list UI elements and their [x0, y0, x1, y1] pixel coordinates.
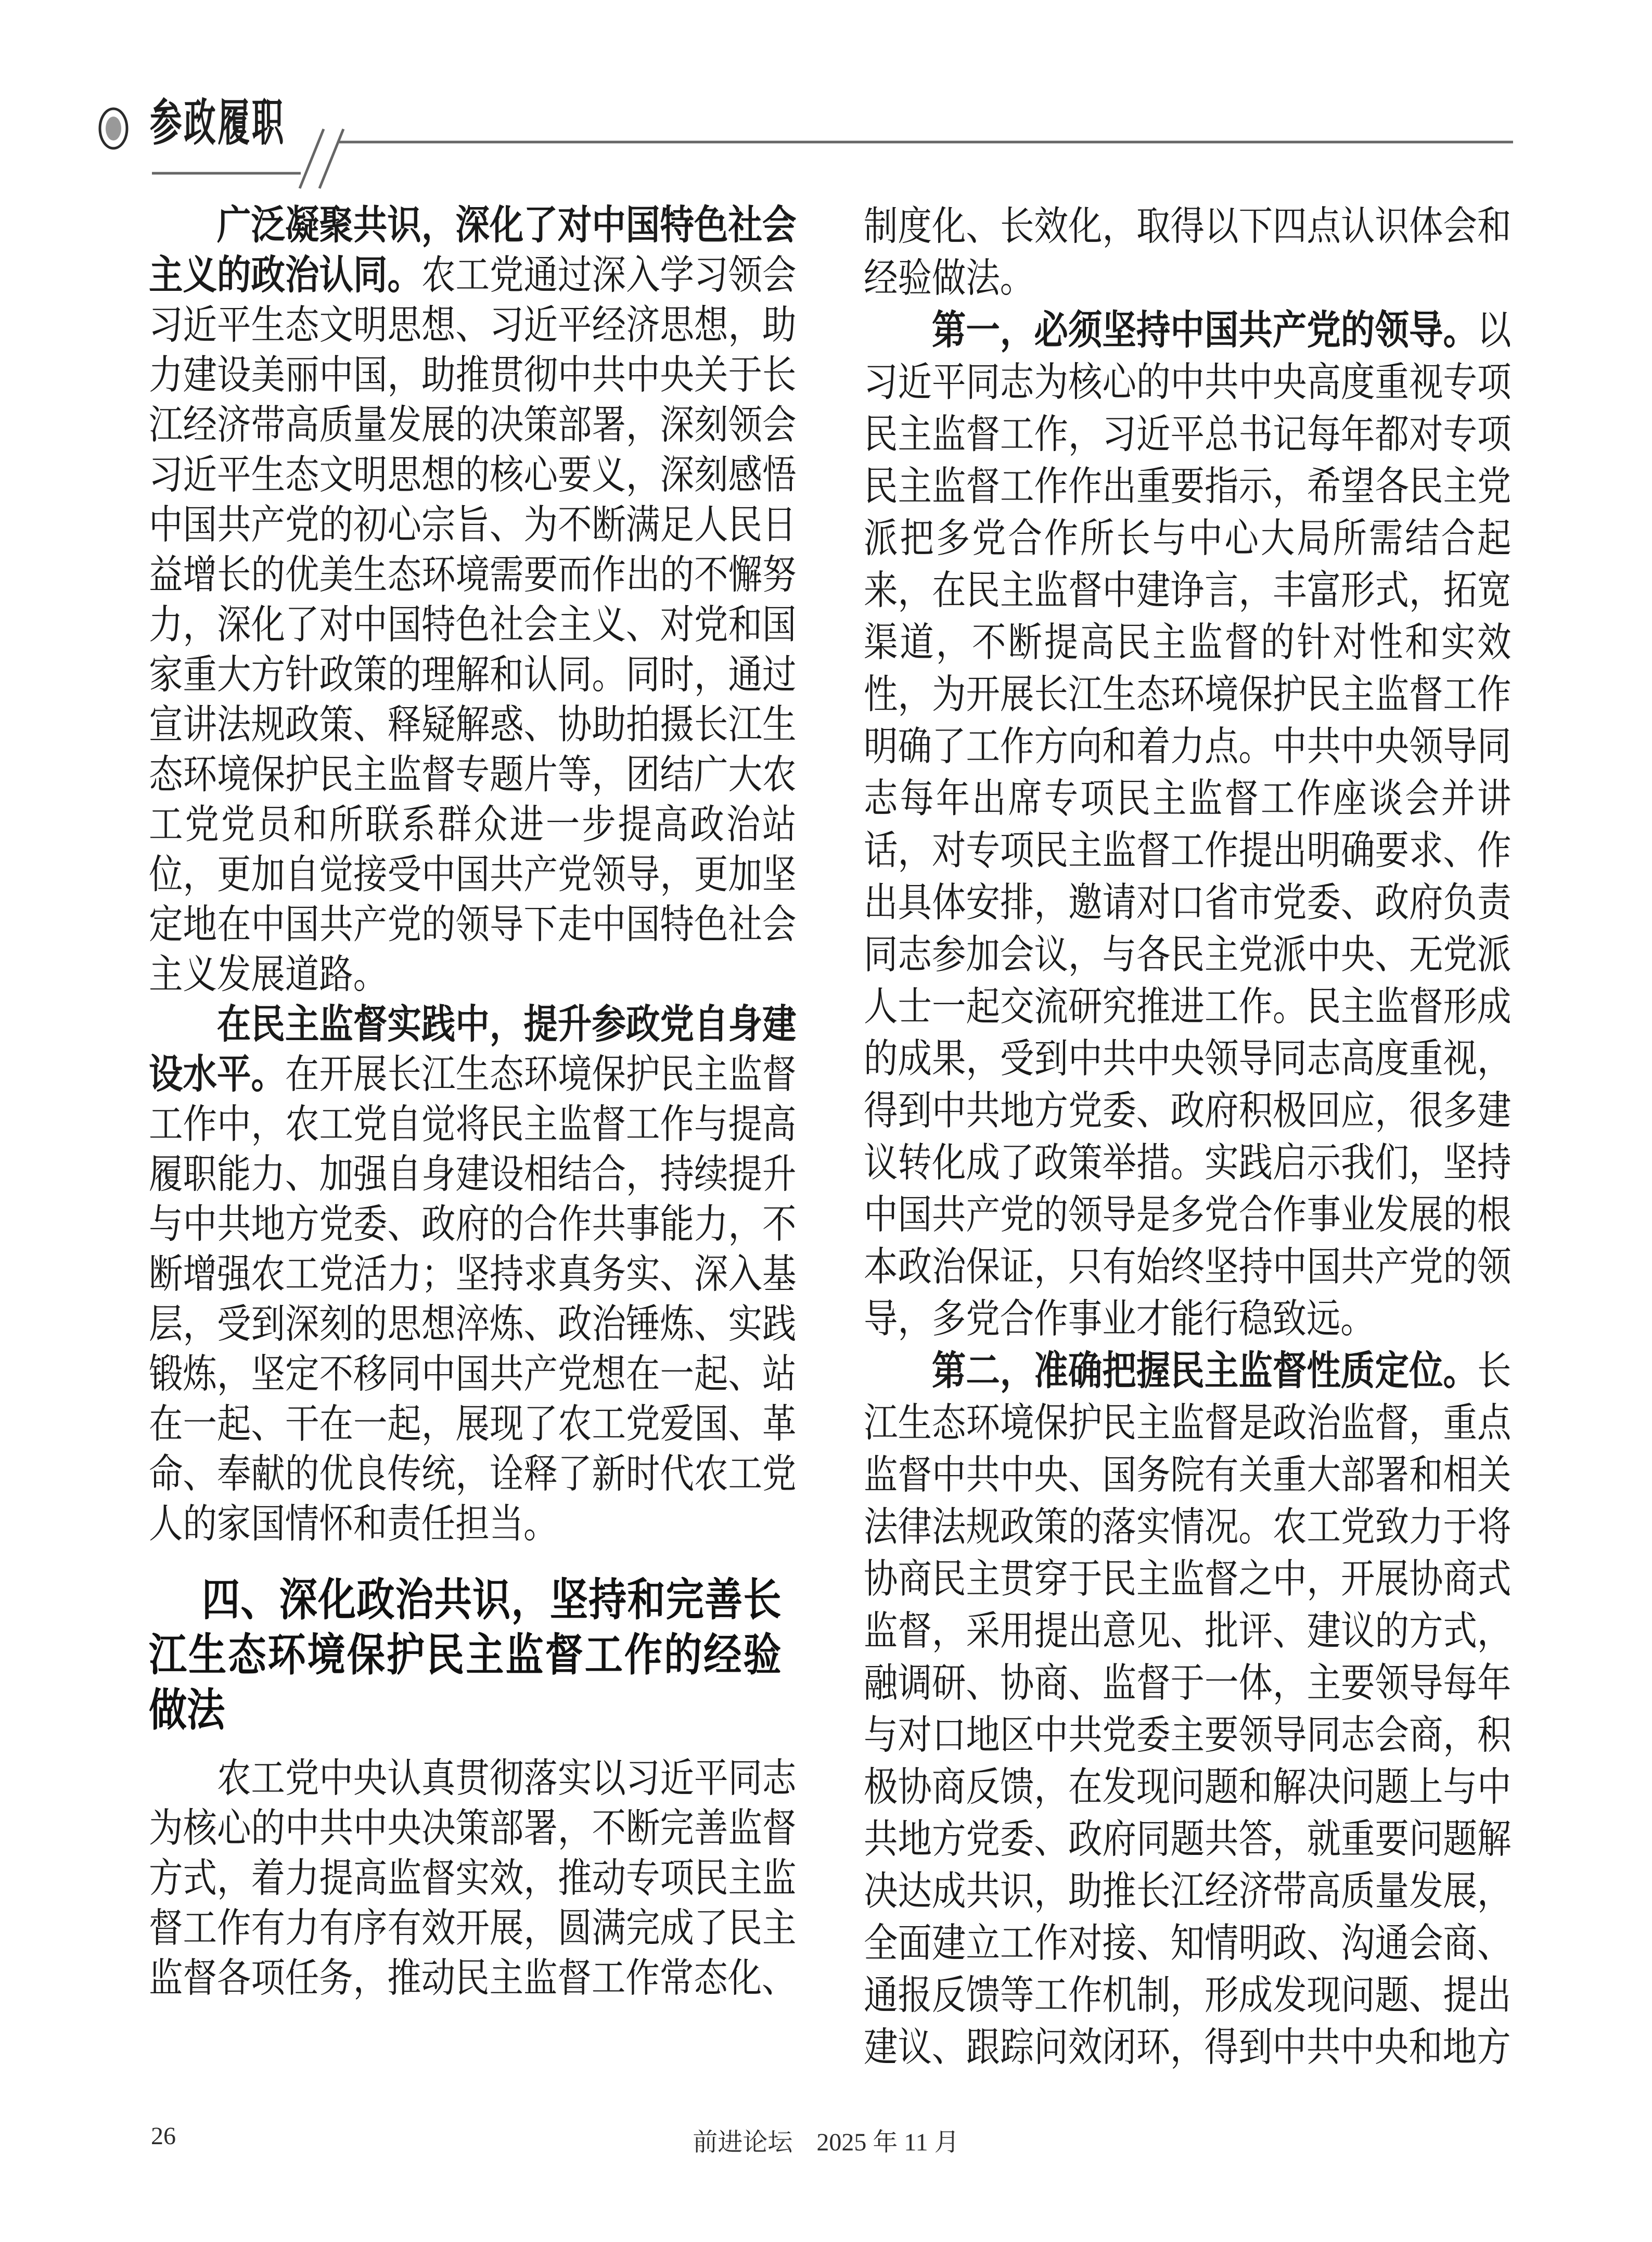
section-heading: 四、深化政治共识，坚持和完善长江生态环境保护民主监督工作的经验做法	[149, 1575, 782, 1735]
paragraph-lead: 第一，必须坚持中国共产党的领导。	[931, 308, 1477, 353]
paragraph-lead: 在民主监督实践中，提升参政党自身建设水平。	[149, 1002, 797, 1097]
paragraph-text: 长江生态环境保护民主监督是政治监督，重点监督中共中央、国务院有关重大部署和相关法律法规政策的落实情况。农工党致力于将协商民主贯穿于民主监督之中，开展协商式监督，采用提出意见、批评、建议的方式，融调研、协商、监督于一体，主要领导每年与对口地区中共党委主要领导同志会商，积极协商反馈，在发现问题和解决问题上与中共地方党委、政府同题共答，就重要问题解决达成共识，助推长江经济带高质量发展，全面建立工作对接、知情明政、沟通会商、通报反馈等工作机制，形成发现问题、提出建议、跟踪问效闭环，得到中共中央和地方	[864, 1349, 1512, 2070]
footer-journal-line	[0, 2122, 1652, 2158]
paragraph-continuation	[864, 200, 1511, 304]
paragraph-text: 制度化、长效化，取得以下四点认识体会和经验做法。	[864, 204, 1512, 301]
left-column	[149, 200, 796, 2003]
left-column-text	[149, 200, 796, 2003]
page-footer	[0, 2122, 1652, 2158]
paragraph	[149, 1753, 796, 2003]
paragraph-text: 农工党通过深入学习领会习近平生态文明思想、习近平经济思想，助力建设美丽中国，助推贯彻中共中央关于长江经济带高质量发展的决策部署，深刻领会习近平生态文明思想的核心要义，深刻感悟中国共产党的初心宗旨、为不断满足人民日益增长的优美生态环境需要而作出的不懈努力，深化了对中国特色社会主义、对党和国家重大方针政策的理解和认同。同时，通过宣讲法规政策、释疑解惑、协助拍摄长江生态环境保护民主监督专题片等，团结广大农工党党员和所联系群众进一步提高政治站位，更加自觉接受中国共产党领导，更加坚定地在中国共产党的领导下走中国特色社会主义发展道路。	[149, 253, 797, 997]
paragraph	[864, 1345, 1511, 2073]
section-label: 参政履职	[150, 95, 286, 151]
right-column	[864, 200, 1511, 2073]
right-column-text	[864, 200, 1511, 2073]
header-rule	[152, 129, 1513, 188]
paragraph	[864, 304, 1511, 1345]
paragraph	[149, 1000, 796, 1549]
paragraph-lead: 广泛凝聚共识，深化了对中国特色社会主义的政治认同。	[149, 203, 797, 298]
page-number: 26	[151, 2122, 176, 2150]
paragraph	[149, 200, 796, 1000]
paragraph-text: 以习近平同志为核心的中共中央高度重视专项民主监督工作，习近平总书记每年都对专项民主监督工作作出重要指示，希望各民主党派把多党合作所长与中心大局所需结合起来，在民主监督中建诤言，丰富形式，拓宽渠道，不断提高民主监督的针对性和实效性，为开展长江生态环境保护民主监督工作明确了工作方向和着力点。中共中央领导同志每年出席专项民主监督工作座谈会并讲话，对专项民主监督工作提出明确要求、作出具体安排，邀请对口省市党委、政府负责同志参加会议，与各民主党派中央、无党派人士一起交流研究推进工作。民主监督形成的成果，受到中共中央领导同志高度重视，得到中共地方党委、政府积极回应，很多建议转化成了政策举措。实践启示我们，坚持中国共产党的领导是多党合作事业发展的根本政治保证，只有始终坚持中国共产党的领导，多党合作事业才能行稳致远。	[864, 308, 1512, 1341]
section-bullet-icon	[100, 109, 127, 148]
paragraph-text: 农工党中央认真贯彻落实以习近平同志为核心的中共中央决策部署，不断完善监督方式，着力提高监督实效，推动专项民主监督工作有力有序有效开展，圆满完成了民主监督各项任务，推动民主监督工作常态化、	[149, 1756, 797, 2001]
issue-date: 2025 年 11 月	[816, 2129, 959, 2156]
paragraph-lead: 第二，准确把握民主监督性质定位。	[931, 1349, 1477, 1393]
journal-name: 前进论坛	[693, 2129, 793, 2156]
paragraph-text: 在开展长江生态环境保护民主监督工作中，农工党自觉将民主监督工作与提高履职能力、加强自身建设相结合，持续提升与中共地方党委、政府的合作共事能力，不断增强农工党活力；坚持求真务实、深入基层，受到深刻的思想淬炼、政治锤炼、实践锻炼，坚定不移同中国共产党想在一起、站在一起、干在一起，展现了农工党爱国、革命、奉献的优良传统，诠释了新时代农工党人的家国情怀和责任担当。	[149, 1052, 797, 1546]
